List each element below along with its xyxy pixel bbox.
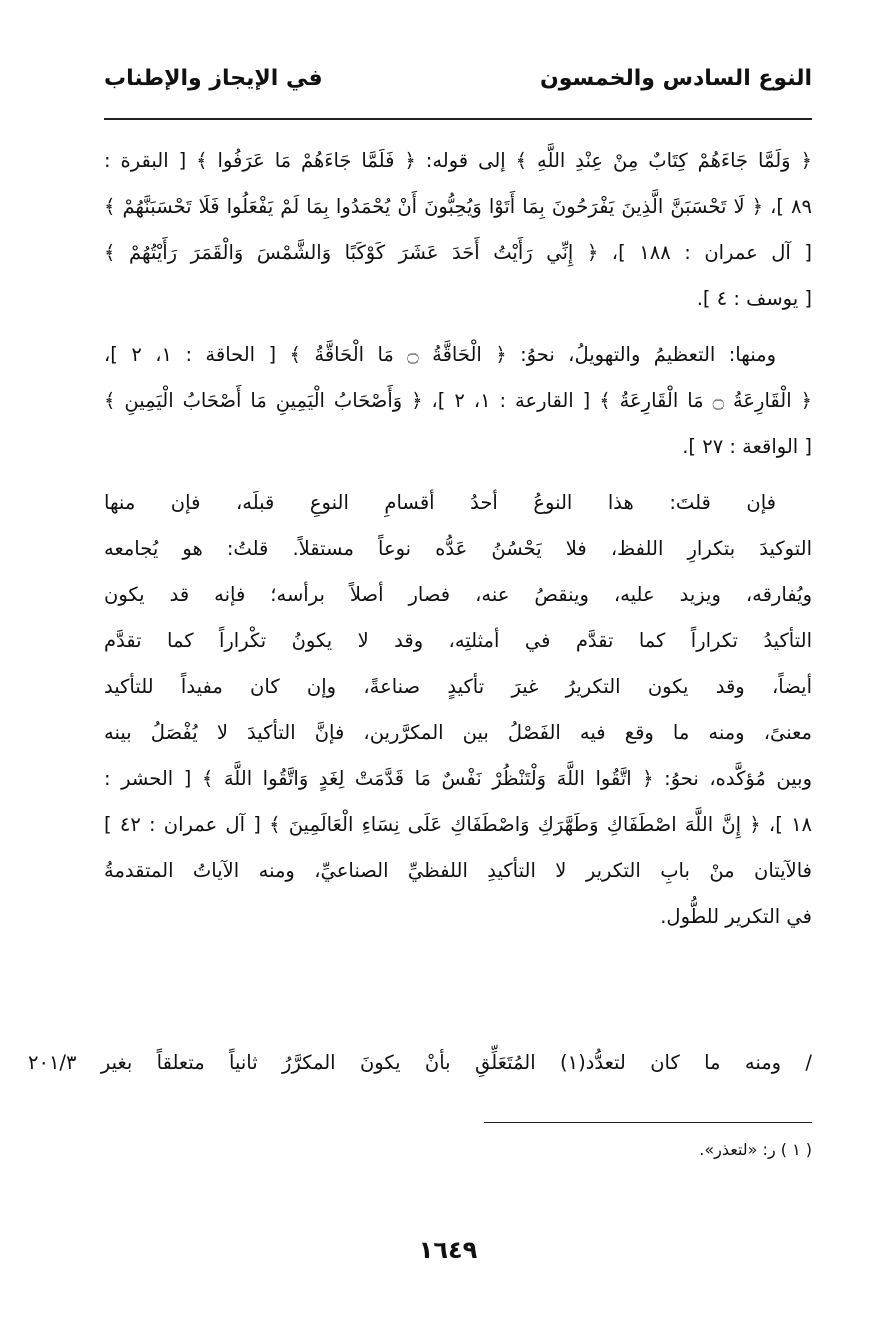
main-text [104, 138, 812, 940]
footnote: ( ١ ) ر: «لتعذر». [699, 1140, 812, 1159]
text-line: وبين مُؤكَّده، نحوُ: ﴿ اتَّقُوا اللَّهَ وَلْتَنْظُرْ نَفْسٌ مَا قَدَّمَتْ لِغَدٍ وَاتَّقُوا اللَّهَ ﴾ [ الحشر : [104, 767, 812, 790]
text-line: في التكرير للطُّول. [660, 905, 812, 928]
text-line: فالآيتان منْ بابِ التكرير لا التأكيدِ اللفظيِّ الصناعيِّ، ومنه الآياتُ المتقدمةُ [104, 859, 812, 882]
footnote-divider [484, 1122, 812, 1123]
text-line: [ يوسف : ٤ ]. [696, 287, 812, 310]
header-divider [104, 118, 812, 120]
text-line: [ آل عمران : ١٨٨ ]، ﴿ إِنِّي رَأَيْتُ أَحَدَ عَشَرَ كَوْكَبًا وَالشَّمْسَ وَالْقَمَرَ رَأَيْتُهُمْ ﴾ [104, 241, 812, 264]
margin-reference-line: / ومنه ما كان لتعدُّد(١) المُتَعَلِّقِ بأنْ يكونَ المكرَّرُ ثانياً متعلقاً بغير ٢٠١/٣ [28, 1051, 812, 1074]
page-number: ١٦٤٩ [418, 1236, 478, 1264]
text-line: التوكيدَ بتكرارِ اللفظ، فلا يَحْسُنُ عَدُّه نوعاً مستقلاً. قلتُ: هو يُجامعه [104, 537, 812, 560]
text-line: ﴿ الْقَارِعَةُ ۝ مَا الْقَارِعَةُ ﴾ [ القارعة : ١، ٢ ]، ﴿ وَأَصْحَابُ الْيَمِينِ مَا أَصْحَابُ الْيَمِينِ ﴾ [104, 389, 812, 412]
section-title: في الإيجاز والإطناب [104, 66, 323, 91]
page-header [104, 66, 812, 106]
text-line: ٨٩ ]، ﴿ لَا تَحْسَبَنَّ الَّذِينَ يَفْرَحُونَ بِمَا أَتَوْا وَيُحِبُّونَ أَنْ يُحْمَدُوا بِمَا لَمْ يَفْعَلُوا فَلَا تَحْسَبَنَّهُمْ ﴾ [104, 195, 812, 218]
text-line: ﴿ وَلَمَّا جَاءَهُمْ كِتَابٌ مِنْ عِنْدِ اللَّهِ ﴾ إلى قوله: ﴿ فَلَمَّا جَاءَهُمْ مَا عَرَفُوا ﴾ [ البقرة : [104, 149, 812, 172]
text-line: فإن قلتَ: هذا النوعُ أحدُ أقسامِ النوعِ قبلَه، فإن منها [104, 491, 776, 514]
text-line: أيضاً، وقد يكون التكريرُ غيرَ تأكيدٍ صناعةً، وإن كان مفيداً للتأكيد [104, 675, 812, 698]
text-line: ومنها: التعظيمُ والتهويلُ، نحوُ: ﴿ الْحَاقَّةُ ۝ مَا الْحَاقَّةُ ﴾ [ الحاقة : ١، ٢ ]، [104, 343, 776, 366]
text-line: معنىً، ومنه ما وقع فيه الفَصْلُ بين المكرَّرين، فإنَّ التأكيدَ لا يُفْصَلُ بينه [104, 721, 812, 744]
text-line: [ الواقعة : ٢٧ ]. [682, 435, 812, 458]
text-line: ويُفارقه، ويزيد عليه، وينقصُ عنه، فصار أصلاً برأسه؛ فإنه قد يكون [104, 583, 812, 606]
text-line: التأكيدُ تكراراً كما تقدَّم في أمثلتِه، وقد لا يكونُ تكْراراً كما تقدَّم [104, 629, 812, 652]
chapter-title: النوع السادس والخمسون [539, 66, 812, 91]
text-line: ١٨ ]، ﴿ إِنَّ اللَّهَ اصْطَفَاكِ وَطَهَّرَكِ وَاصْطَفَاكِ عَلَى نِسَاءِ الْعَالَمِينَ ﴾ [ آل عمران : ٤٢ ] [104, 813, 812, 836]
